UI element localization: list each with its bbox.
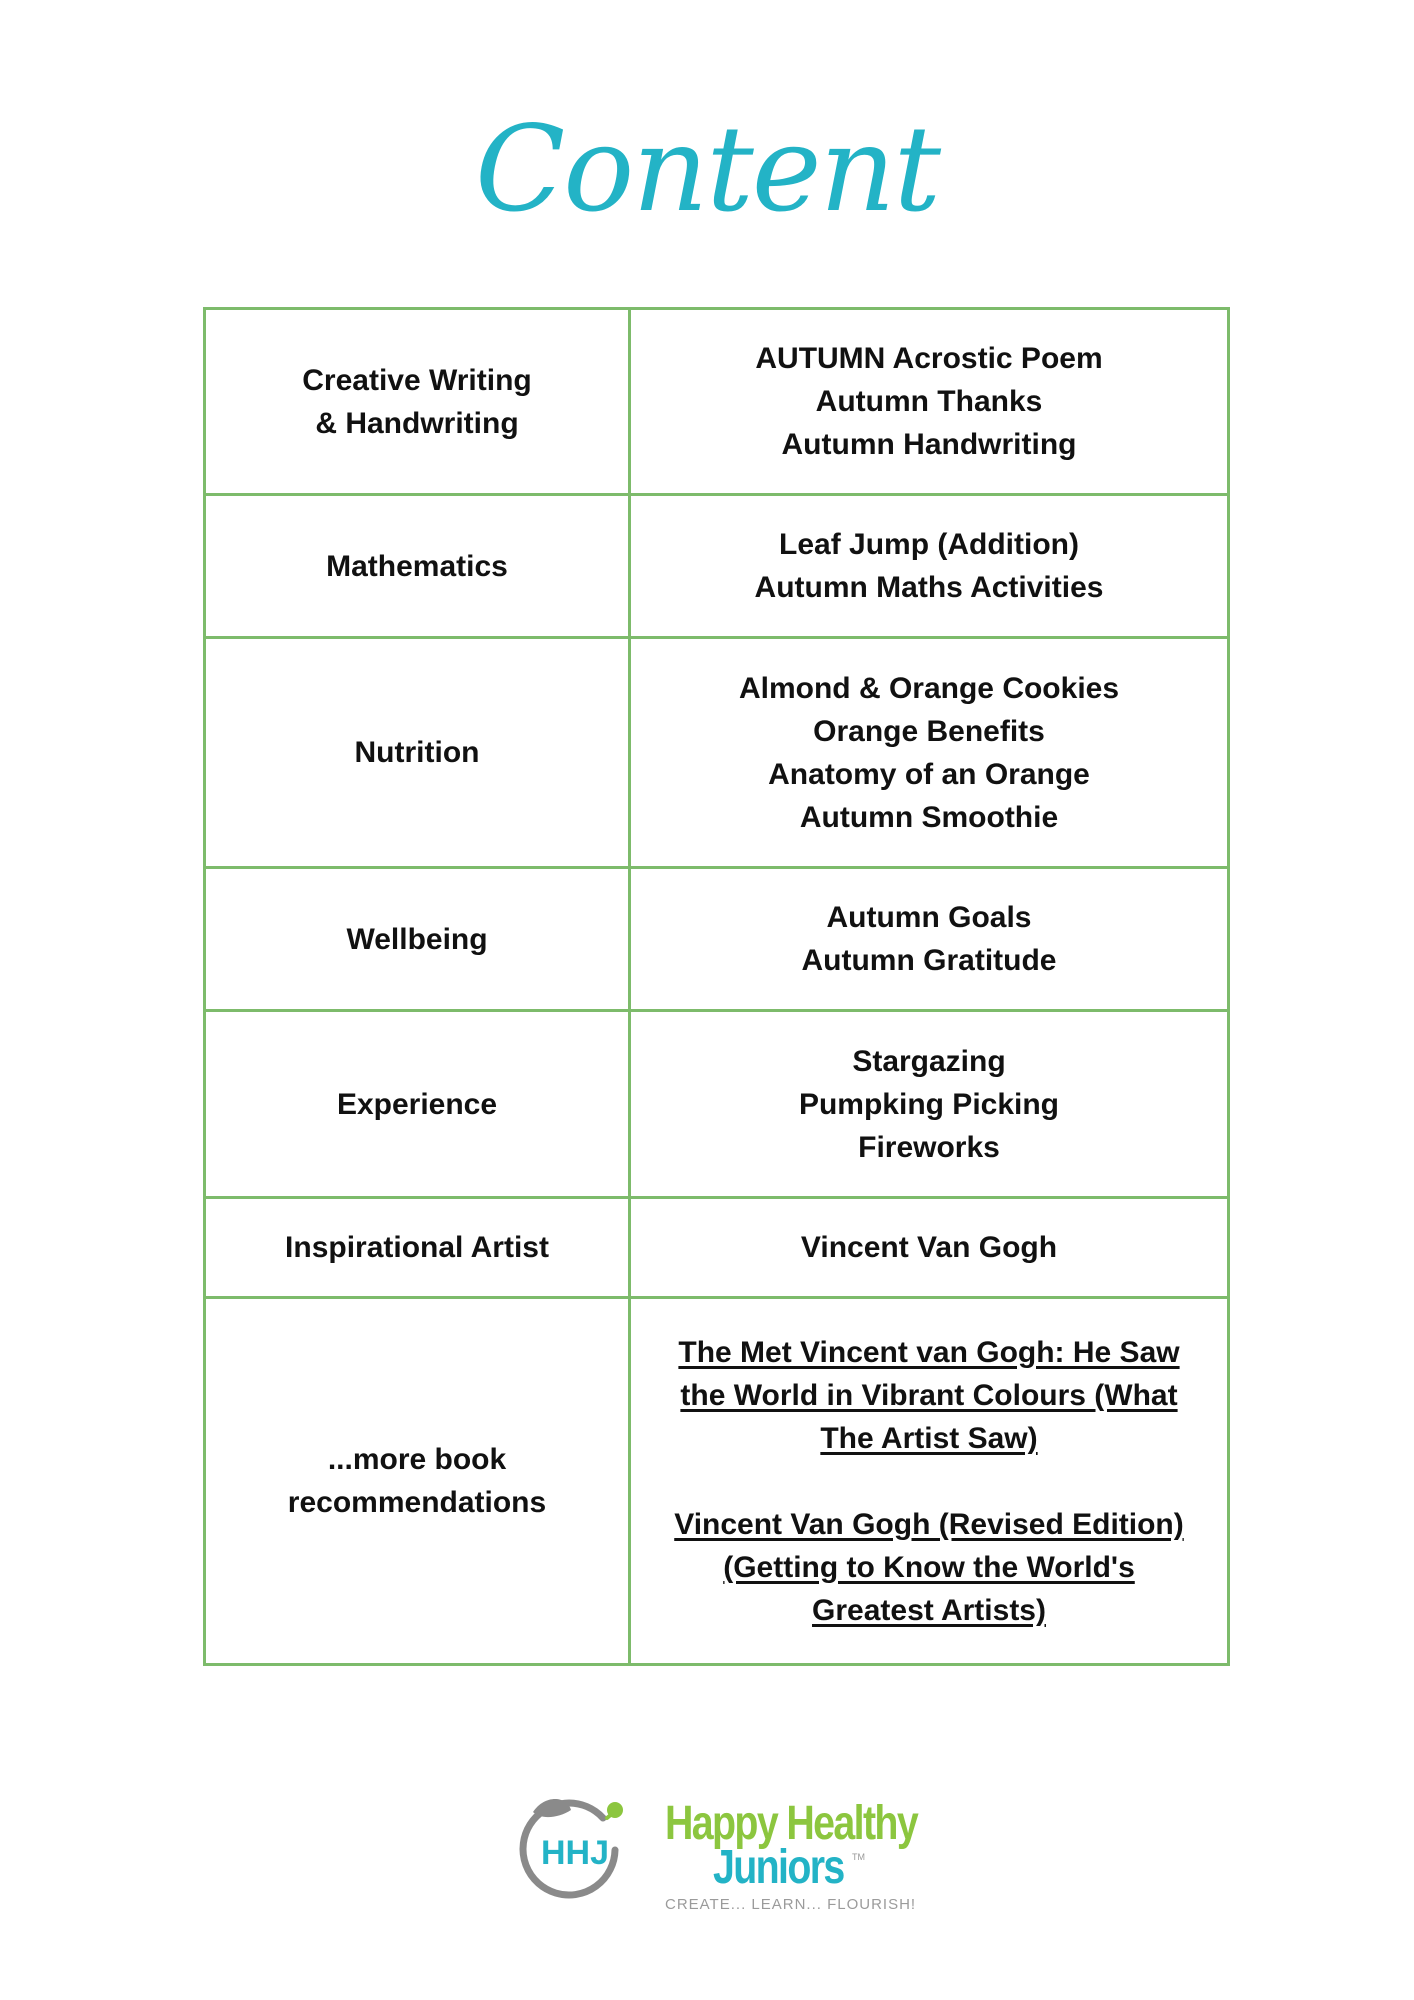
- category-label: Experience: [336, 1087, 498, 1121]
- items-cell: [630, 1011, 1229, 1198]
- activity-item: Autumn Goals: [826, 901, 1032, 934]
- category-label: & Handwriting: [315, 406, 519, 440]
- activity-item: Anatomy of an Orange: [768, 757, 1090, 791]
- brand-tagline: CREATE... LEARN... FLOURISH!: [665, 1896, 917, 1913]
- category-cell: [205, 1198, 630, 1298]
- page-title: Content: [475, 100, 939, 238]
- items-cell: [630, 868, 1229, 1011]
- category-cell: [205, 495, 630, 638]
- activity-item: Autumn Thanks: [815, 385, 1043, 418]
- category-label: Wellbeing: [346, 922, 488, 956]
- hhj-logo-mark-icon: [515, 1788, 635, 1908]
- activity-item: Almond & Orange Cookies: [738, 671, 1120, 705]
- category-cell: [205, 868, 630, 1011]
- brand-name-line2: Juniors: [713, 1841, 844, 1894]
- category-label: Creative Writing: [302, 363, 532, 397]
- activity-item: Fireworks: [858, 1130, 1000, 1164]
- activity-item: Vincent Van Gogh: [800, 1231, 1058, 1264]
- items-cell: [630, 495, 1229, 638]
- category-cell: [205, 638, 630, 868]
- trademark-mark: TM: [852, 1852, 865, 1862]
- activity-item: Autumn Maths Activities: [754, 571, 1104, 604]
- activity-item: Autumn Smoothie: [799, 800, 1059, 834]
- activity-item: Autumn Gratitude: [801, 944, 1057, 977]
- table-row: [205, 495, 1229, 638]
- activity-item: Stargazing: [852, 1044, 1006, 1078]
- category-cell: [205, 1298, 630, 1665]
- book-link-met-van-gogh[interactable]: The Met Vincent van Gogh: He Saw the World in Vibrant Colours (What The Artist Saw): [678, 1335, 1180, 1455]
- items-cell: [630, 1198, 1229, 1298]
- svg-text:HHJ: HHJ: [540, 1834, 610, 1872]
- table-row: [205, 868, 1229, 1011]
- table-row: [205, 1198, 1229, 1298]
- activity-item: Autumn Handwriting: [781, 428, 1077, 461]
- activity-item: Pumpking Picking: [798, 1087, 1060, 1121]
- brand-name-line1: Happy Healthy: [665, 1797, 918, 1850]
- category-label: Inspirational Artist: [285, 1231, 549, 1264]
- category-cell: [205, 309, 630, 495]
- items-cell: [630, 309, 1229, 495]
- category-label: ...more book: [327, 1443, 507, 1476]
- items-cell: [630, 1298, 1229, 1665]
- table-row: [205, 1298, 1229, 1665]
- happy-healthy-juniors-logo: [515, 1788, 918, 1918]
- book-link-van-gogh-getting-to-know[interactable]: Vincent Van Gogh (Revised Edition) (Getting to Know the World's Greatest Artists): [674, 1507, 1184, 1627]
- category-label: recommendations: [287, 1486, 547, 1519]
- items-cell: [630, 638, 1229, 868]
- category-label: Nutrition: [354, 736, 480, 769]
- activity-item: Orange Benefits: [813, 714, 1045, 748]
- table-row: [205, 1011, 1229, 1198]
- activity-item: Leaf Jump (Addition): [779, 528, 1079, 561]
- activity-item: AUTUMN Acrostic Poem: [755, 342, 1103, 375]
- table-row: [205, 638, 1229, 868]
- table-row: [205, 309, 1229, 495]
- content-table: [203, 307, 1230, 1666]
- category-cell: [205, 1011, 630, 1198]
- category-label: Mathematics: [326, 549, 508, 583]
